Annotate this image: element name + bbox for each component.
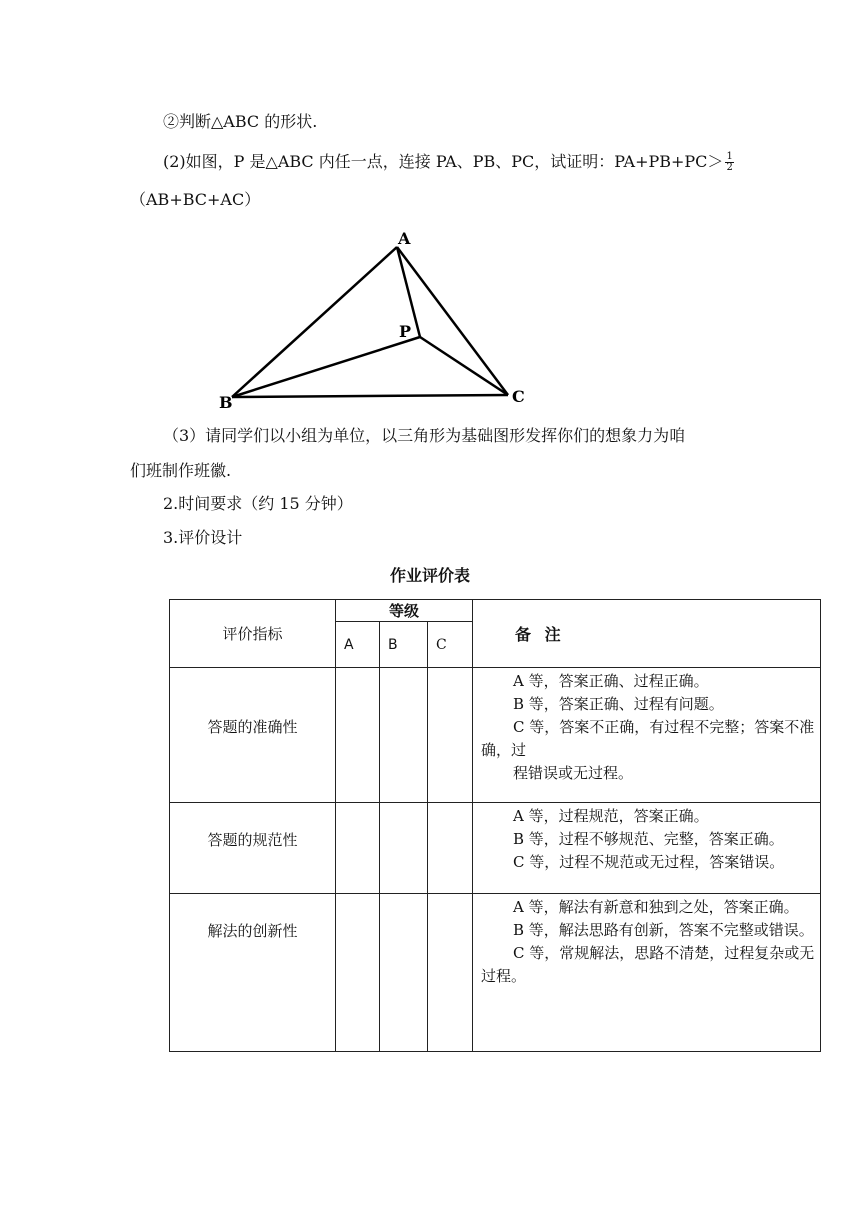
notes-innovation bbox=[473, 894, 821, 1052]
vertex-label-b: B bbox=[219, 393, 233, 412]
indicator-accuracy: 答题的准确性 bbox=[170, 668, 336, 803]
question-2-continuation: （AB+BC+AC） bbox=[130, 190, 261, 209]
question-2-text: (2)如图，P 是△ABC 内任一点，连接 PA、PB、PC，试证明：PA+PB+PC＞ bbox=[163, 152, 724, 171]
fraction-denominator: 2 bbox=[726, 162, 733, 173]
note-line: 程错误或无过程。 bbox=[513, 764, 634, 782]
note-line: C 等，过程不规范或无过程，答案错误。 bbox=[513, 853, 785, 871]
fraction-numerator: 1 bbox=[726, 151, 733, 162]
grade-cell-b bbox=[380, 668, 428, 803]
vertex-label-c: C bbox=[512, 387, 525, 406]
notes-standardization bbox=[473, 803, 821, 894]
note-line: A 等，过程规范，答案正确。 bbox=[513, 807, 709, 825]
time-requirement: 2.时间要求（约 15 分钟） bbox=[163, 494, 353, 513]
grade-cell-b bbox=[380, 803, 428, 894]
evaluation-table bbox=[169, 599, 821, 1052]
table-title: 作业评价表 bbox=[389, 566, 470, 585]
header-grade-b: B bbox=[380, 622, 428, 668]
grade-cell-c bbox=[428, 803, 473, 894]
grade-cell-a bbox=[336, 668, 380, 803]
note-line: B 等，解法思路有创新，答案不完整或错误。 bbox=[513, 921, 814, 939]
point-label-p: P bbox=[399, 322, 412, 341]
vertex-label-a: A bbox=[398, 229, 411, 248]
indicator-innovation: 解法的创新性 bbox=[170, 894, 336, 1052]
note-line: C 等，答案不正确，有过程不完整；答案不准确，过 bbox=[481, 718, 815, 759]
header-indicator: 评价指标 bbox=[170, 600, 336, 668]
table-row bbox=[170, 894, 821, 1052]
header-grade: 等级 bbox=[336, 600, 473, 622]
note-line: A 等，解法有新意和独到之处，答案正确。 bbox=[513, 898, 799, 916]
question-1-part-2: ②判断△ABC 的形状. bbox=[163, 112, 318, 131]
segment-ab bbox=[232, 247, 397, 397]
indicator-standardization: 答题的规范性 bbox=[170, 803, 336, 894]
note-line: B 等，答案正确、过程有问题。 bbox=[513, 695, 724, 713]
triangle-figure bbox=[0, 0, 860, 420]
segment-pc bbox=[420, 337, 508, 395]
note-line: A 等，答案正确、过程正确。 bbox=[513, 672, 709, 690]
question-3-continuation: 们班制作班徽. bbox=[130, 461, 232, 480]
grade-cell-c bbox=[428, 894, 473, 1052]
evaluation-design-heading: 3.评价设计 bbox=[163, 528, 243, 547]
note-line: B 等，过程不够规范、完整，答案正确。 bbox=[513, 830, 784, 848]
segment-pb bbox=[232, 337, 420, 397]
grade-cell-a bbox=[336, 803, 380, 894]
table-row bbox=[170, 803, 821, 894]
question-3-statement: （3）请同学们以小组为单位，以三角形为基础图形发挥你们的想象力为咱 bbox=[163, 426, 686, 445]
header-grade-a: A bbox=[336, 622, 380, 668]
table-row bbox=[170, 668, 821, 803]
segment-bc bbox=[232, 395, 508, 397]
triangle-lines bbox=[232, 247, 508, 397]
header-grade-c: C bbox=[428, 622, 473, 668]
grade-cell-a bbox=[336, 894, 380, 1052]
note-line: C 等，常规解法，思路不清楚，过程复杂或无过程。 bbox=[481, 944, 815, 985]
notes-accuracy bbox=[473, 668, 821, 803]
header-notes: 备 注 bbox=[473, 600, 821, 668]
table-header-row bbox=[170, 600, 821, 622]
segment-ac bbox=[397, 247, 508, 395]
grade-cell-b bbox=[380, 894, 428, 1052]
grade-cell-c bbox=[428, 668, 473, 803]
